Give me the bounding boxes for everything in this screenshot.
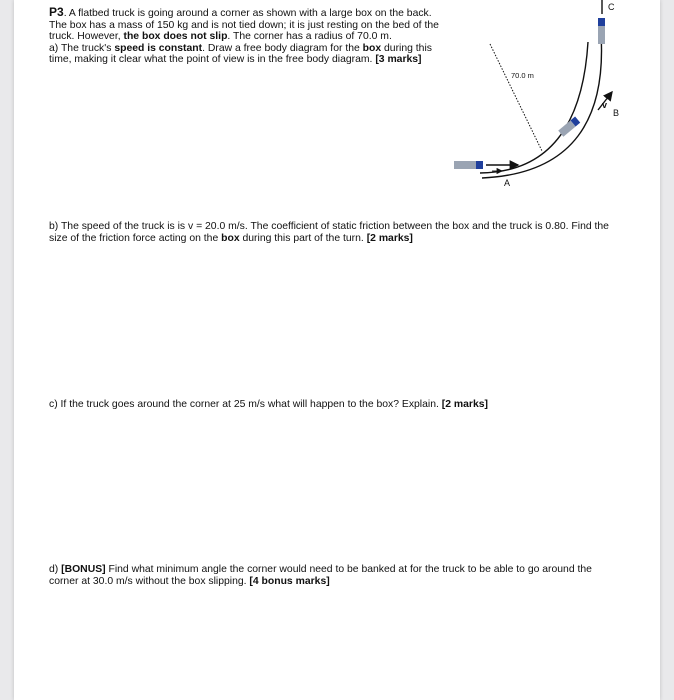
radius-dotted-line: [490, 44, 542, 151]
part-d-body: Find what minimum angle the corner would need to be banked at for the truck to be able to go around the corner at 30.0 m/s without the box slipping.: [49, 564, 592, 587]
part-b-marks: [2 marks]: [366, 232, 413, 244]
part-c-text: [49, 399, 624, 411]
part-a-end: during this time, making it clear what the point of view is in the free body diagram.: [49, 42, 432, 65]
label-a: A: [504, 178, 511, 188]
part-b-text: [49, 221, 624, 244]
part-d-bonus: [BONUS]: [61, 564, 106, 575]
road-inner-curve: [480, 42, 588, 173]
truck-position-c: [598, 18, 605, 44]
part-a-bold-speed: speed is constant: [114, 42, 203, 54]
truck-position-a: [454, 161, 483, 169]
problem-intro-end: . The corner has a radius of 70.0 m.: [227, 31, 392, 42]
part-c-body: c) If the truck goes around the corner at 25 m/s what will happen to the box? Explain.: [49, 399, 442, 410]
part-a-start: a) The truck's: [49, 42, 115, 54]
part-c-marks: [2 marks]: [441, 399, 488, 410]
label-b: B: [613, 108, 620, 118]
part-a-mid: . Draw a free body diagram for the: [202, 42, 363, 54]
problem-intro: . A flatbed truck is going around a corner as shown with a large box on the back. The box has a mass of 150 kg and is not tied down; it is just resting on the bed of the truck. However,: [49, 8, 439, 42]
truck-cab-c: [598, 18, 605, 26]
truck-corner-diagram: [440, 0, 674, 200]
part-b-bold-box: box: [221, 232, 240, 244]
part-b-end: during this part of the turn.: [239, 232, 367, 244]
part-a-marks: [3 marks]: [375, 54, 422, 65]
radius-label: 70.0 m: [511, 71, 534, 80]
truck-bed-a: [454, 161, 476, 169]
part-d-text: [49, 564, 624, 587]
label-c: C: [608, 2, 615, 12]
problem-intro-bold: the box does not slip: [123, 31, 228, 42]
problem-number: P3: [49, 5, 64, 19]
vb-symbol: v: [602, 100, 608, 110]
truck-bed-c: [598, 26, 605, 44]
problem-p3-text: [49, 7, 449, 66]
part-a-bold-box: box: [362, 42, 382, 54]
part-b-start: b) The speed of the truck is is v = 20.0 m/s. The coefficient of static friction between the box and the truck is 0.80. Find the size of the friction force acting on the: [49, 221, 609, 244]
part-d-marks: [4 bonus marks]: [249, 575, 330, 587]
truck-cab-a: [476, 161, 483, 169]
part-d-start: d): [49, 564, 62, 575]
